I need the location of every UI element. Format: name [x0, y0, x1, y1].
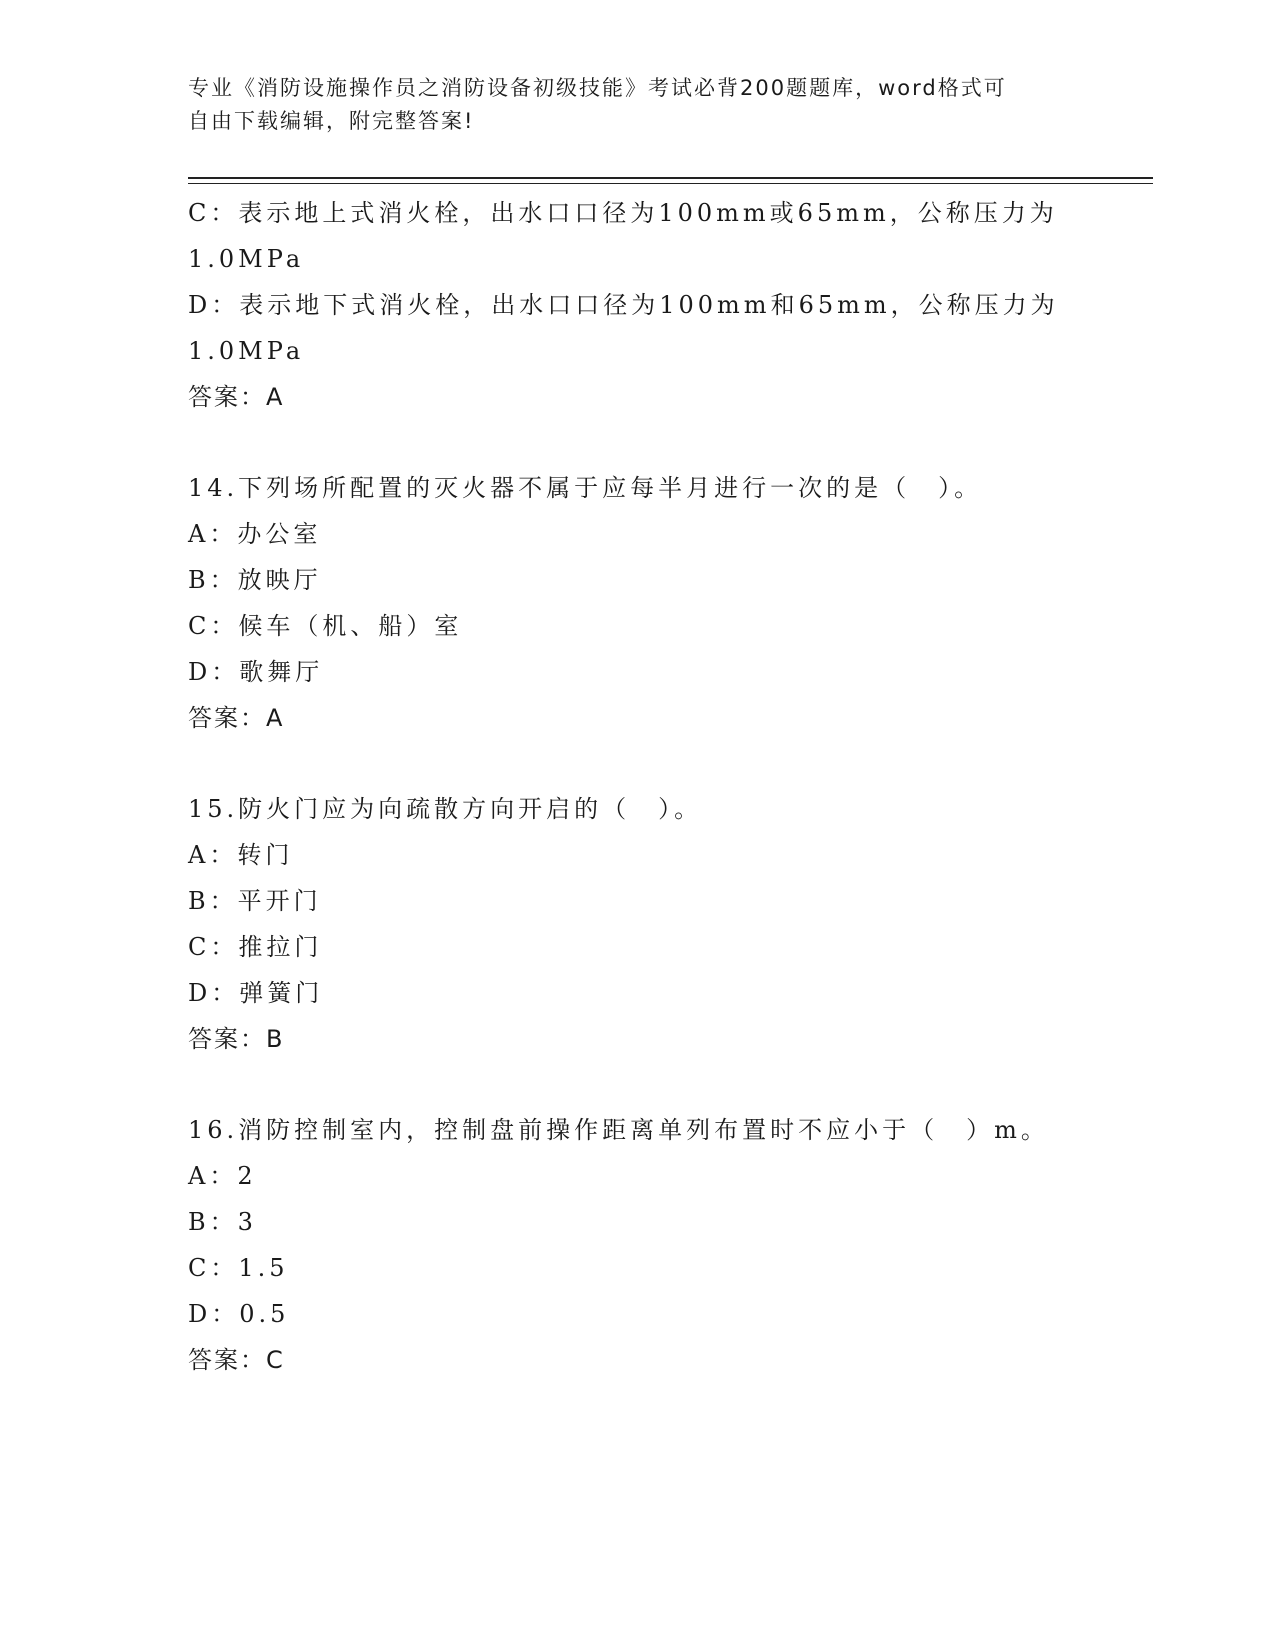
header-divider-thick: [188, 177, 1153, 179]
header-line-1: 专业《消防设施操作员之消防设备初级技能》考试必背200题题库，word格式可: [188, 76, 1007, 100]
option-d: D：弹簧门: [188, 979, 324, 1007]
option-b: B：平开门: [188, 887, 322, 915]
option-d-line-2: 1.0MPa: [188, 337, 305, 365]
question-13-continued: [188, 190, 1088, 420]
option-d: D：歌舞厅: [188, 658, 324, 686]
answer: 答案：A: [188, 704, 285, 732]
spacer: [188, 1062, 1088, 1107]
header-line-2: 自由下载编辑，附完整答案!: [188, 109, 475, 133]
answer: 答案：C: [188, 1346, 285, 1374]
spacer: [188, 741, 1088, 786]
option-b: B：放映厅: [188, 566, 322, 594]
question-14: [188, 465, 1088, 741]
option-a: A：转门: [188, 841, 294, 869]
question-text: 15.防火门应为向疏散方向开启的（ ）。: [188, 795, 703, 823]
question-text: 16.消防控制室内，控制盘前操作距离单列布置时不应小于（ ）m。: [188, 1116, 1049, 1144]
option-c: C：候车（机、船）室: [188, 612, 463, 640]
answer: 答案：A: [188, 383, 285, 411]
option-b: B：3: [188, 1208, 257, 1236]
answer: 答案：B: [188, 1025, 285, 1053]
question-15: [188, 786, 1088, 1062]
option-c: C：推拉门: [188, 933, 323, 961]
option-c-line-2: 1.0MPa: [188, 245, 305, 273]
option-d-line-1: D：表示地下式消火栓，出水口口径为100mm和65mm，公称压力为: [188, 291, 1059, 319]
option-a: A：2: [188, 1162, 257, 1190]
option-c-line-1: C：表示地上式消火栓，出水口口径为100mm或65mm，公称压力为: [188, 199, 1058, 227]
spacer: [188, 420, 1088, 465]
header-divider-thin: [188, 183, 1153, 184]
question-text: 14.下列场所配置的灭火器不属于应每半月进行一次的是（ ）。: [188, 474, 983, 502]
question-16: [188, 1107, 1088, 1383]
document-header: [188, 72, 1088, 138]
document-body: [188, 190, 1088, 1383]
option-c: C：1.5: [188, 1254, 289, 1282]
option-a: A：办公室: [188, 520, 322, 548]
option-d: D：0.5: [188, 1300, 290, 1328]
